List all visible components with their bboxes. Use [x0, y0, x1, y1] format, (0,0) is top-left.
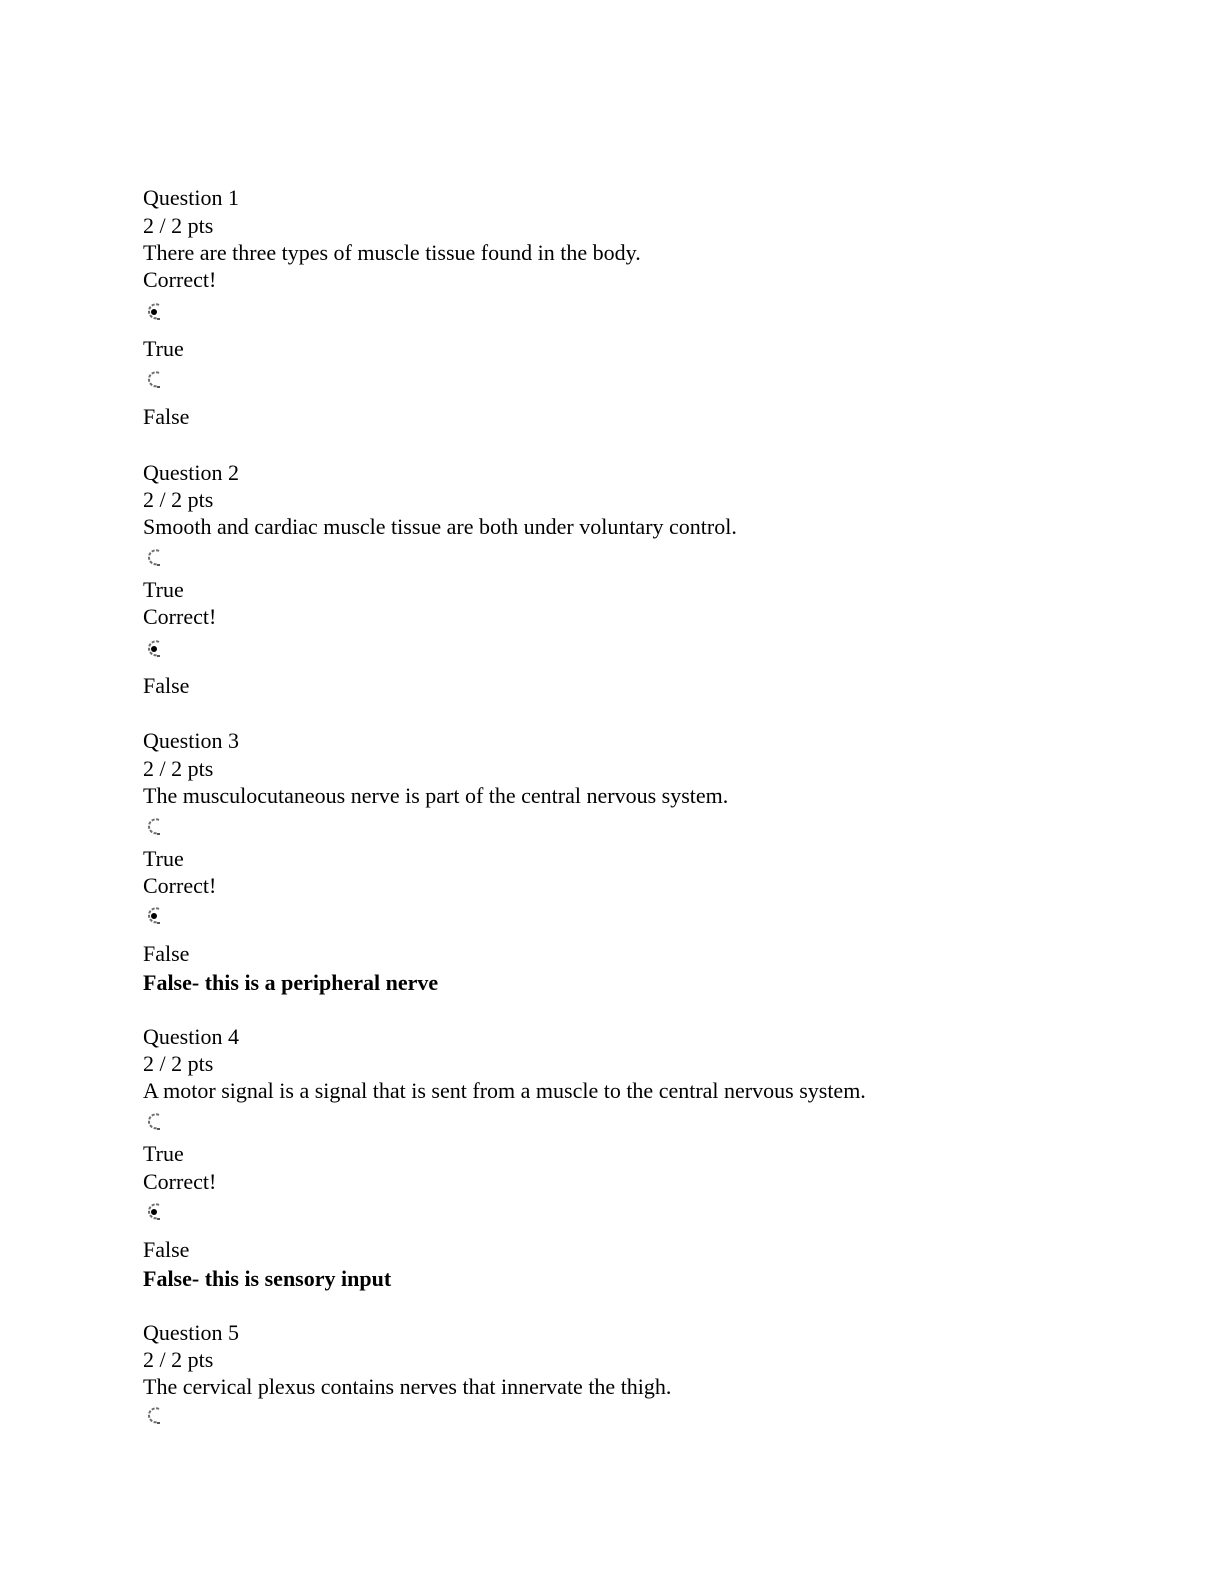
answer-explanation: False- this is a peripheral nerve — [143, 970, 439, 995]
option-label: False — [143, 404, 190, 429]
radio-unselected-icon[interactable] — [145, 1112, 163, 1132]
question-title: Question 4 — [143, 1024, 239, 1049]
correct-label: Correct! — [143, 1169, 217, 1194]
question-text: A motor signal is a signal that is sent from a muscle to the central nervous system. — [143, 1078, 866, 1103]
option-label: True — [143, 577, 184, 602]
option-label: True — [143, 336, 184, 361]
correct-label: Correct! — [143, 267, 217, 292]
question-text: There are three types of muscle tissue found in the body. — [143, 240, 641, 265]
option-label: True — [143, 1141, 184, 1166]
radio-unselected-icon[interactable] — [145, 548, 163, 568]
question-points: 2 / 2 pts — [143, 756, 214, 781]
radio-selected-icon[interactable] — [145, 302, 163, 322]
question-points: 2 / 2 pts — [143, 213, 214, 238]
option-label: True — [143, 846, 184, 871]
radio-selected-icon[interactable] — [145, 906, 163, 926]
option-label: False — [143, 941, 190, 966]
correct-label: Correct! — [143, 873, 217, 898]
question-title: Question 3 — [143, 728, 239, 753]
question-text: The cervical plexus contains nerves that innervate the thigh. — [143, 1374, 672, 1399]
answer-explanation: False- this is sensory input — [143, 1266, 392, 1291]
radio-selected-icon[interactable] — [145, 1202, 163, 1222]
question-title: Question 2 — [143, 460, 239, 485]
radio-unselected-icon[interactable] — [145, 817, 163, 837]
correct-label: Correct! — [143, 604, 217, 629]
question-points: 2 / 2 pts — [143, 1051, 214, 1076]
question-title: Question 5 — [143, 1320, 239, 1345]
option-label: False — [143, 1237, 190, 1262]
question-points: 2 / 2 pts — [143, 1347, 214, 1372]
question-points: 2 / 2 pts — [143, 487, 214, 512]
option-label: False — [143, 673, 190, 698]
question-title: Question 1 — [143, 185, 239, 210]
question-text: Smooth and cardiac muscle tissue are both under voluntary control. — [143, 514, 737, 539]
radio-unselected-icon[interactable] — [145, 1406, 163, 1426]
radio-unselected-icon[interactable] — [145, 370, 163, 390]
radio-selected-icon[interactable] — [145, 639, 163, 659]
question-text: The musculocutaneous nerve is part of the central nervous system. — [143, 783, 729, 808]
